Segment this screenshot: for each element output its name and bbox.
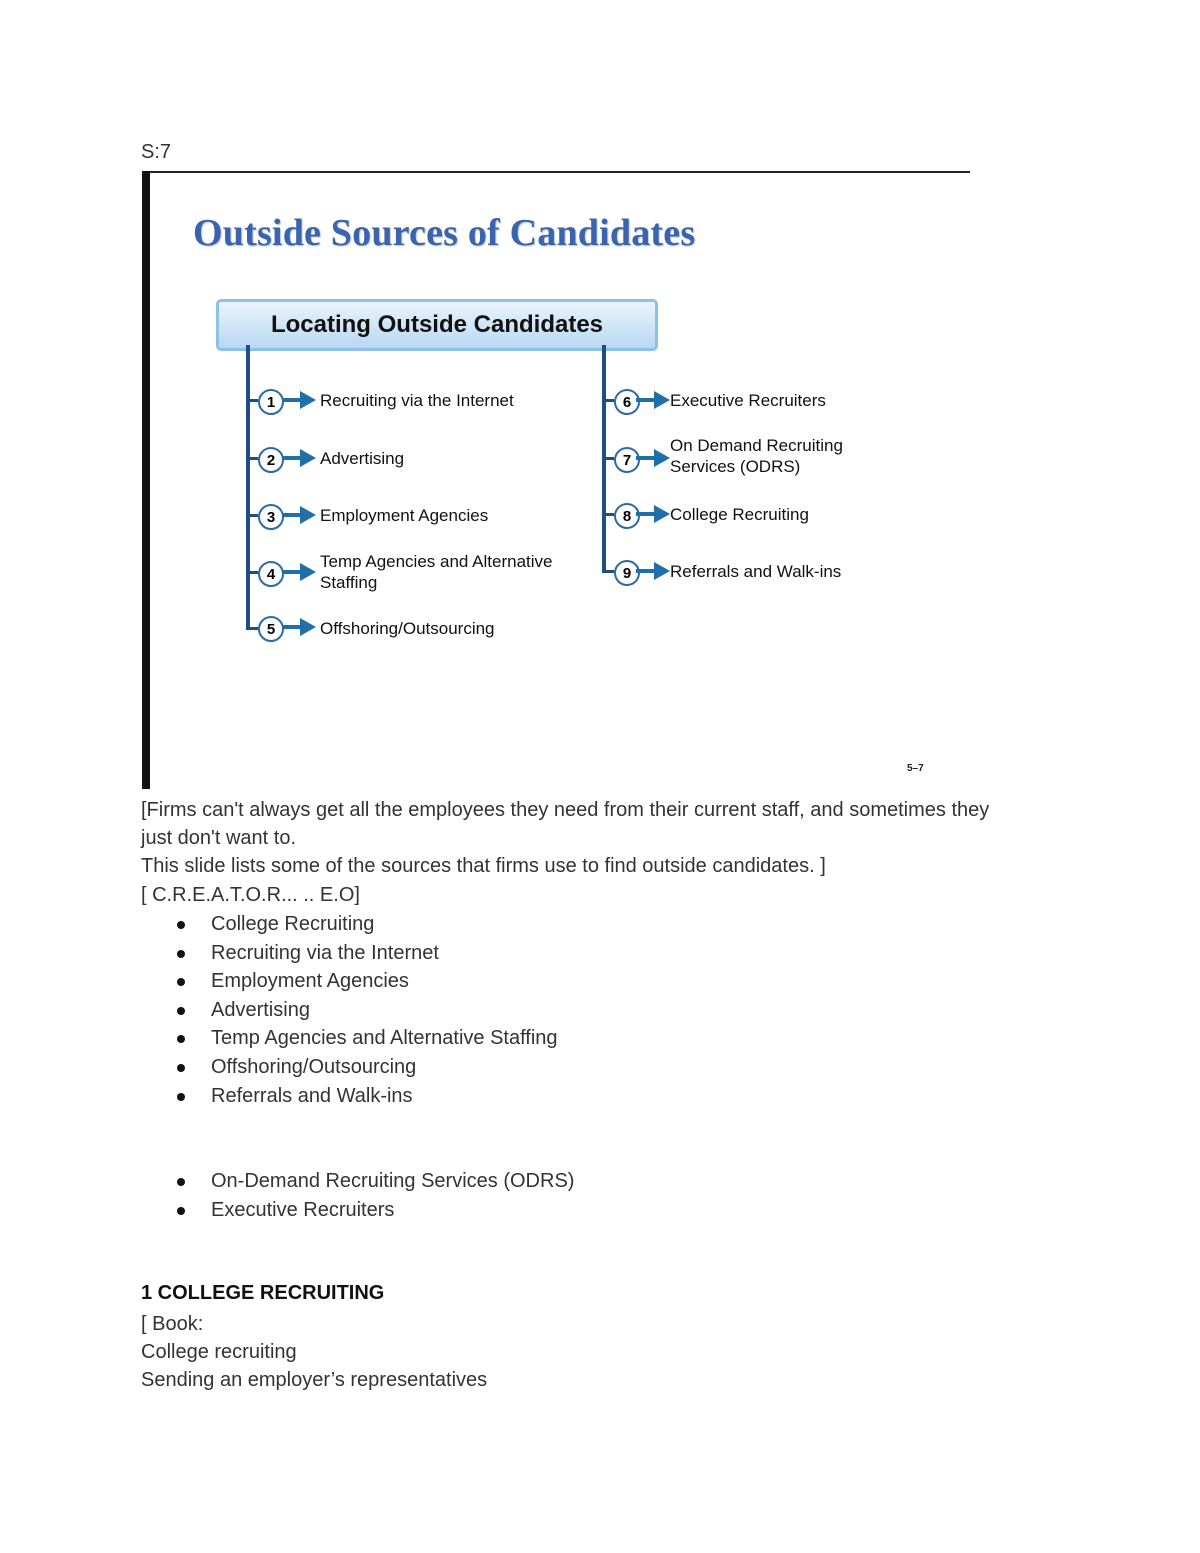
number-badge-5: 5 bbox=[258, 616, 284, 642]
list-item: Employment Agencies bbox=[141, 967, 558, 996]
list-item: College Recruiting bbox=[141, 910, 558, 939]
source-item-1: Recruiting via the Internet bbox=[320, 391, 514, 410]
number-badge-7: 7 bbox=[614, 447, 640, 473]
bullet-icon bbox=[177, 1093, 185, 1101]
list-item: Offshoring/Outsourcing bbox=[141, 1053, 558, 1082]
number-badge-9: 9 bbox=[614, 560, 640, 586]
sources-list bbox=[141, 910, 558, 1110]
right-branch-6 bbox=[602, 399, 614, 402]
intro-line-1: [Firms can't always get all the employees they need from their current staff, and sometimes they bbox=[141, 799, 990, 821]
section-heading: 1 COLLEGE RECRUITING bbox=[141, 1282, 385, 1304]
source-item-9: Referrals and Walk-ins bbox=[670, 562, 842, 581]
bullet-icon bbox=[177, 921, 185, 929]
bullet-icon bbox=[177, 978, 185, 986]
left-branch-2 bbox=[246, 457, 258, 460]
source-item-8: College Recruiting bbox=[670, 505, 809, 524]
left-connector-line bbox=[246, 345, 250, 630]
bullet-icon bbox=[177, 1007, 185, 1015]
right-branch-7 bbox=[602, 457, 614, 460]
right-branch-9 bbox=[602, 570, 614, 573]
number-badge-8: 8 bbox=[614, 503, 640, 529]
arrow-icon bbox=[636, 389, 670, 411]
section-line-2: College recruiting bbox=[141, 1341, 297, 1363]
slide-image bbox=[142, 171, 970, 789]
slide-number: 5–7 bbox=[907, 763, 924, 774]
list-item: On-Demand Recruiting Services (ODRS) bbox=[141, 1167, 574, 1196]
source-item-6: Executive Recruiters bbox=[670, 391, 826, 410]
list-item: Executive Recruiters bbox=[141, 1196, 574, 1225]
left-branch-3 bbox=[246, 514, 258, 517]
list-item: Referrals and Walk-ins bbox=[141, 1082, 558, 1111]
bullet-icon bbox=[177, 1207, 185, 1215]
bullet-icon bbox=[177, 1064, 185, 1072]
list-item: Advertising bbox=[141, 996, 558, 1025]
arrow-icon bbox=[282, 561, 316, 583]
arrow-icon bbox=[282, 389, 316, 411]
left-branch-1 bbox=[246, 399, 258, 402]
number-badge-4: 4 bbox=[258, 561, 284, 587]
list-item: Temp Agencies and Alternative Staffing bbox=[141, 1024, 558, 1053]
source-item-4: Temp Agencies and Alternative Staffing bbox=[320, 552, 553, 592]
slide-top-rule bbox=[142, 171, 970, 173]
number-badge-6: 6 bbox=[614, 389, 640, 415]
arrow-icon bbox=[282, 616, 316, 638]
source-item-5: Offshoring/Outsourcing bbox=[320, 619, 495, 638]
left-branch-4 bbox=[246, 571, 258, 574]
bullet-icon bbox=[177, 1035, 185, 1043]
list-item: Recruiting via the Internet bbox=[141, 939, 558, 968]
number-badge-2: 2 bbox=[258, 447, 284, 473]
arrow-icon bbox=[282, 504, 316, 526]
source-item-7: On Demand Recruiting Services (ODRS) bbox=[670, 436, 843, 476]
section-line-1: [ Book: bbox=[141, 1313, 204, 1335]
section-line-3: Sending an employer’s representatives bbox=[141, 1369, 488, 1391]
bullet-icon bbox=[177, 1178, 185, 1186]
number-badge-1: 1 bbox=[258, 389, 284, 415]
page-label: S:7 bbox=[141, 141, 172, 163]
right-branch-8 bbox=[602, 513, 614, 516]
sources-list-extra bbox=[141, 1167, 574, 1224]
slide-left-bar bbox=[142, 171, 150, 789]
source-item-2: Advertising bbox=[320, 449, 405, 468]
bullet-icon bbox=[177, 950, 185, 958]
diagram-header: Locating Outside Candidates bbox=[216, 299, 658, 351]
source-item-3: Employment Agencies bbox=[320, 506, 489, 525]
slide-title: Outside Sources of Candidates bbox=[193, 212, 696, 254]
intro-line-2: just don't want to. bbox=[141, 827, 297, 849]
arrow-icon bbox=[636, 447, 670, 469]
number-badge-3: 3 bbox=[258, 504, 284, 530]
intro-line-3: This slide lists some of the sources that firms use to find outside candidates. ] bbox=[141, 855, 826, 877]
left-branch-5 bbox=[246, 627, 258, 630]
arrow-icon bbox=[636, 560, 670, 582]
arrow-icon bbox=[282, 447, 316, 469]
mnemonic: [ C.R.E.A.T.O.R... .. E.O] bbox=[141, 884, 360, 906]
arrow-icon bbox=[636, 503, 670, 525]
